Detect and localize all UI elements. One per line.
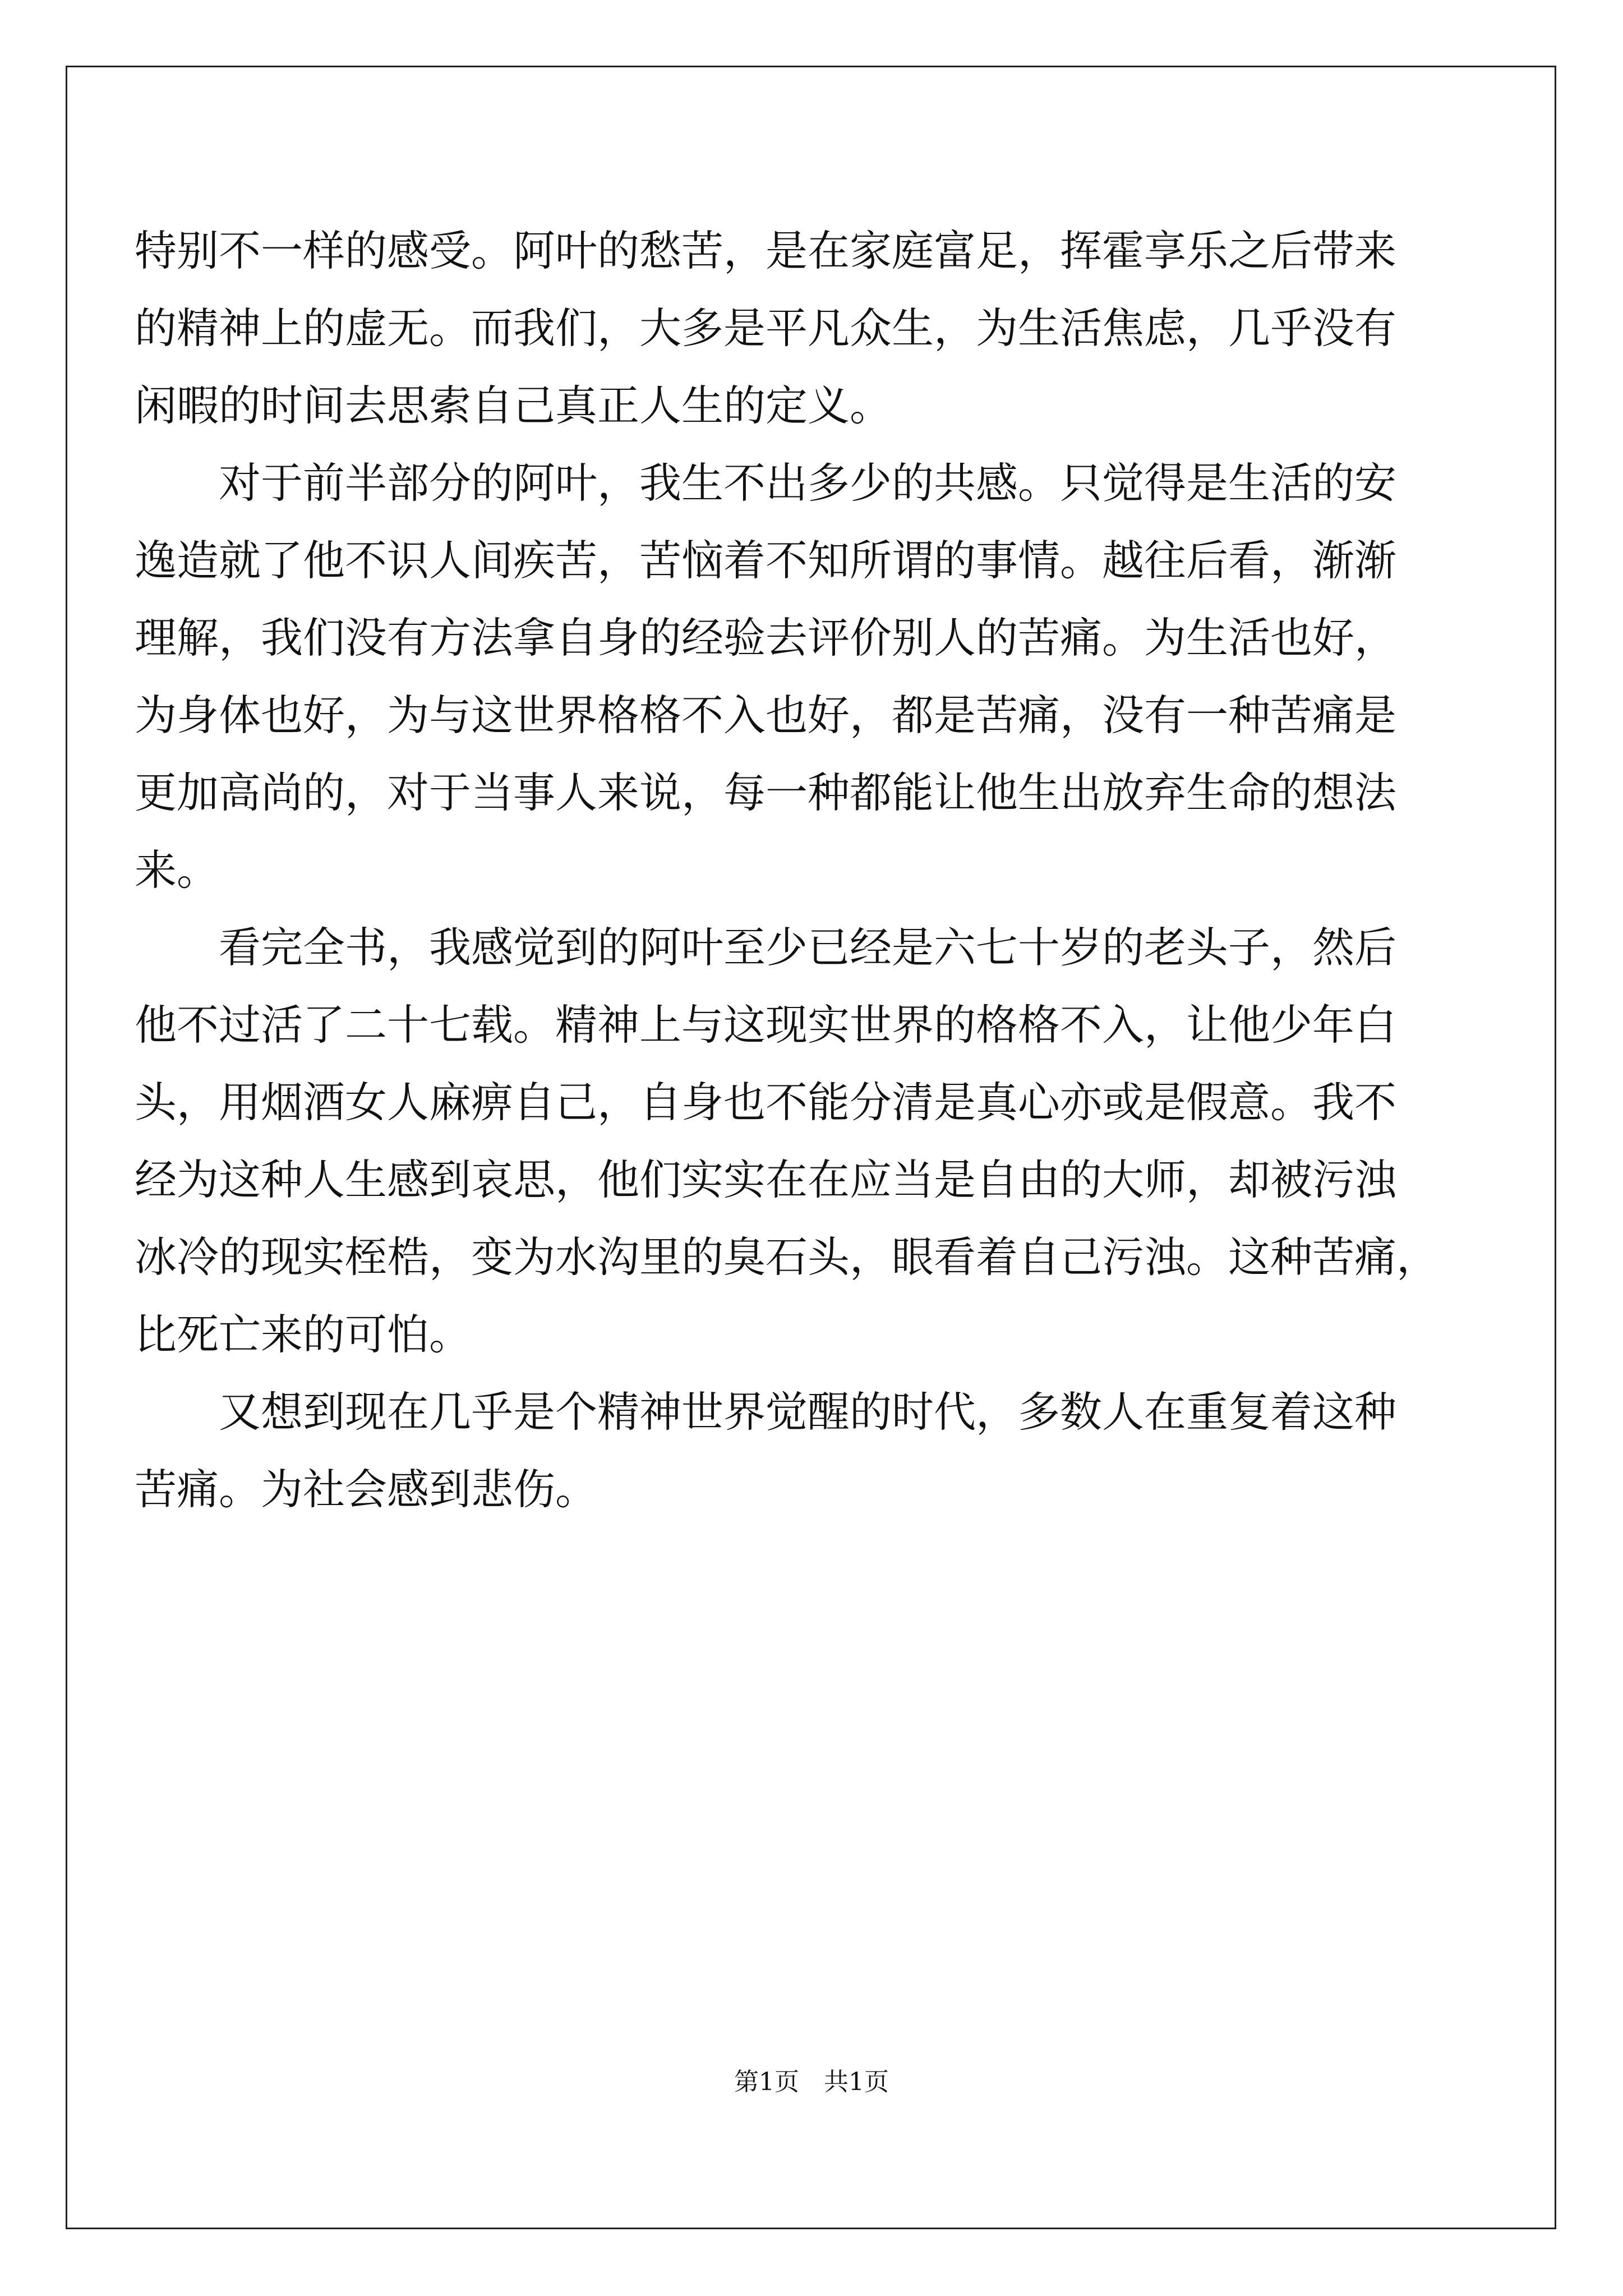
text-line: 冰冷的现实桎梏，变为水沟里的臭石头，眼看着自己污浊。这种苦痛，: [135, 1232, 1439, 1282]
text-line: 的精神上的虚无。而我们，大多是平凡众生，为生活焦虑，几乎没有: [135, 303, 1397, 353]
text-line: 闲暇的时间去思索自己真正人生的定义。: [135, 381, 892, 430]
text-line: 对于前半部分的阿叶，我生不出多少的共感。只觉得是生活的安: [135, 458, 1397, 508]
text-line: 头，用烟酒女人麻痹自己，自身也不能分清是真心亦或是假意。我不: [135, 1078, 1397, 1127]
text-line: 逸造就了他不识人间疾苦，苦恼着不知所谓的事情。越往后看，渐渐: [135, 536, 1397, 585]
text-line: 看完全书，我感觉到的阿叶至少已经是六七十岁的老头子，然后: [135, 923, 1397, 972]
text-line: 特别不一样的感受。阿叶的愁苦，是在家庭富足，挥霍享乐之后带来: [135, 226, 1397, 275]
text-line: 为身体也好，为与这世界格格不入也好，都是苦痛，没有一种苦痛是: [135, 691, 1397, 740]
text-line: 苦痛。为社会感到悲伤。: [135, 1465, 598, 1514]
text-line: 他不过活了二十七载。精神上与这现实世界的格格不入，让他少年白: [135, 1000, 1397, 1050]
page-footer: 第1页 共1页: [734, 2068, 889, 2096]
text-line: 经为这种人生感到哀思，他们实实在在应当是自由的大师，却被污浊: [135, 1155, 1397, 1204]
text-line: 理解，我们没有方法拿自身的经验去评价别人的苦痛。为生活也好，: [135, 613, 1397, 662]
text-line: 来。: [135, 845, 219, 895]
text-line: 又想到现在几乎是个精神世界觉醒的时代，多数人在重复着这种: [135, 1387, 1397, 1437]
text-line: 比死亡来的可怕。: [135, 1310, 472, 1359]
text-line: 更加高尚的，对于当事人来说，每一种都能让他生出放弃生命的想法: [135, 768, 1397, 817]
